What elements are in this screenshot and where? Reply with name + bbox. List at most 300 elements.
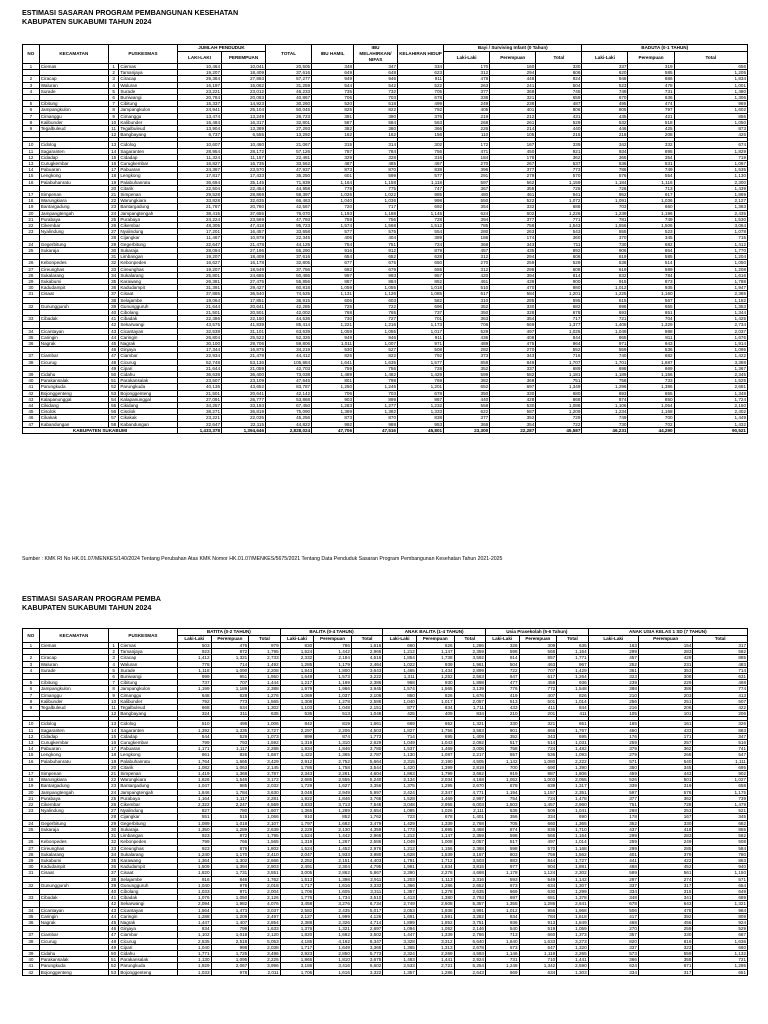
table-cell: 949 bbox=[312, 334, 354, 340]
table-cell: 5,997 bbox=[351, 789, 382, 795]
table-cell: 5 bbox=[23, 680, 40, 686]
table-cell: 1,126 bbox=[354, 291, 398, 297]
table-cell: 44,822 bbox=[266, 421, 312, 427]
puskesmas-cell: Tamanjaya bbox=[119, 70, 178, 76]
table-cell: 510 bbox=[444, 285, 490, 291]
table-cell: 1,852 bbox=[416, 919, 454, 925]
total-cell: 2,828,024 bbox=[266, 427, 312, 433]
kecamatan-cell: Cibitung bbox=[39, 680, 108, 686]
table-cell: 689 bbox=[536, 365, 582, 371]
table-cell: 1,506 bbox=[628, 223, 674, 229]
table-cell: 14 bbox=[108, 148, 118, 154]
table-cell: 26,777 bbox=[222, 396, 266, 402]
table-cell: 2,955 bbox=[416, 802, 454, 808]
table-cell: 16,484 bbox=[178, 119, 222, 125]
table-cell: 1,286 bbox=[454, 643, 485, 649]
table-cell: 2,491 bbox=[280, 864, 314, 870]
table-cell: 948 bbox=[582, 76, 628, 82]
table-cell: 21 bbox=[23, 216, 40, 222]
table-cell: 836 bbox=[519, 826, 557, 832]
kecamatan-cell: Bojonggenteng bbox=[39, 390, 108, 396]
table-cell: 468 bbox=[588, 919, 638, 925]
kecamatan-cell: Bantargadung bbox=[39, 204, 108, 210]
table-cell: 2,120 bbox=[249, 932, 280, 938]
table-cell: 1,001 bbox=[674, 82, 747, 88]
table-cell: 3,503 bbox=[454, 857, 485, 863]
table-cell: 834 bbox=[416, 705, 454, 711]
table-cell: 695 bbox=[693, 764, 748, 770]
table-cell: 487 bbox=[312, 161, 354, 167]
table-cell: 1,302 bbox=[211, 857, 249, 863]
puskesmas-cell: Cikembar bbox=[119, 802, 178, 808]
table-cell: 16,178 bbox=[222, 260, 266, 266]
table-cell: 17 bbox=[108, 167, 118, 173]
table-cell: 682 bbox=[693, 820, 748, 826]
table-cell: 9 bbox=[108, 692, 118, 698]
puskesmas-cell: Nagrak bbox=[119, 340, 178, 346]
table-cell: 49 bbox=[108, 365, 118, 371]
table-cell: 53,136 bbox=[222, 359, 266, 365]
table-cell: 459 bbox=[588, 771, 638, 777]
kecamatan-cell: Cimanggu bbox=[39, 692, 108, 698]
kecamatan-cell: Cisolok bbox=[39, 409, 108, 415]
table-cell: 1,321 bbox=[314, 926, 352, 932]
table-cell: 887 bbox=[312, 278, 354, 284]
table-cell: 1,711 bbox=[454, 705, 485, 711]
table-cell: 1,078 bbox=[674, 229, 747, 235]
kecamatan-cell: Pabuaran bbox=[39, 167, 108, 173]
table-cell: 1,691 bbox=[383, 913, 417, 919]
table-cell: 538 bbox=[582, 260, 628, 266]
table-cell: 488 bbox=[588, 864, 638, 870]
table-cell: 407 bbox=[519, 692, 557, 698]
table-cell: 745 bbox=[536, 88, 582, 94]
header-perempuan: Perempuan bbox=[416, 636, 454, 643]
table-cell: 1,289 bbox=[211, 826, 249, 832]
table-sasaran-penduduk bbox=[22, 44, 748, 434]
table-cell: 2,018 bbox=[249, 882, 280, 888]
table-cell: 457 bbox=[444, 247, 490, 253]
puskesmas-cell: Karawang bbox=[119, 857, 178, 863]
table-cell: 47 bbox=[108, 353, 118, 359]
table-cell: 820 bbox=[588, 938, 638, 944]
table-cell: 838 bbox=[398, 415, 444, 421]
table-cell: 2,635 bbox=[454, 888, 485, 894]
table-cell: 1,173 bbox=[398, 322, 444, 328]
kecamatan-cell: Pabuaran bbox=[39, 746, 108, 752]
table-cell: 478 bbox=[444, 76, 490, 82]
table-cell: 1,773 bbox=[383, 826, 417, 832]
table-cell: 37,655 bbox=[222, 210, 266, 216]
table-cell: 846 bbox=[211, 876, 249, 882]
table-cell: 285 bbox=[638, 845, 692, 851]
table-cell: 1,087 bbox=[416, 752, 454, 758]
table-cell: 690 bbox=[519, 764, 557, 770]
table-cell: 392 bbox=[638, 913, 692, 919]
table-cell: 776 bbox=[485, 686, 519, 692]
table-cell: 2,130 bbox=[314, 826, 352, 832]
table-cell: 1,706 bbox=[280, 888, 314, 894]
table-cell: 361 bbox=[588, 667, 638, 673]
table-cell: 1,441 bbox=[416, 957, 454, 963]
table-cell: 1,966 bbox=[314, 686, 352, 692]
table-cell: 979 bbox=[249, 643, 280, 649]
table-cell: 1,348 bbox=[674, 390, 747, 396]
table-cell: 18,409 bbox=[222, 70, 266, 76]
table-cell: 312 bbox=[444, 70, 490, 76]
table-cell: 27 bbox=[23, 266, 40, 272]
table-cell: 16,627 bbox=[178, 260, 222, 266]
table-cell: 1,616 bbox=[314, 882, 352, 888]
puskesmas-cell: Kabandungan bbox=[119, 421, 178, 427]
table-cell: 27 bbox=[108, 808, 118, 814]
table-cell: 1,483 bbox=[383, 957, 417, 963]
table-cell: 46 bbox=[108, 926, 118, 932]
table-cell: 352 bbox=[490, 415, 536, 421]
table-cell: 1,319 bbox=[280, 740, 314, 746]
kecamatan-cell: Curugkembar bbox=[39, 740, 108, 746]
table-cell: 2,252 bbox=[280, 857, 314, 863]
table-cell: 31 bbox=[23, 870, 40, 876]
table-cell: 433 bbox=[485, 705, 519, 711]
table-cell: 872 bbox=[211, 833, 249, 839]
table-cell: 22,934 bbox=[178, 353, 222, 359]
table-cell: 22,454 bbox=[222, 185, 266, 191]
table-cell: 772 bbox=[519, 686, 557, 692]
table-cell: 50 bbox=[108, 371, 118, 377]
table-cell: 1,232 bbox=[398, 402, 444, 408]
kecamatan-cell: Ciambar bbox=[39, 353, 108, 359]
table-cell: 25,104 bbox=[222, 107, 266, 113]
table-cell: 883 bbox=[693, 727, 748, 733]
table-cell: 350 bbox=[444, 309, 490, 315]
table-cell: 735 bbox=[312, 88, 354, 94]
table-cell: 1,706 bbox=[280, 969, 314, 975]
total-cell: 45,801 bbox=[398, 427, 444, 433]
table-cell: 1,234 bbox=[582, 409, 628, 415]
table-cell: 1,922 bbox=[280, 795, 314, 801]
kecamatan-cell: Ciracap bbox=[39, 655, 108, 661]
table-cell: 589 bbox=[628, 266, 674, 272]
table-cell: 299 bbox=[588, 833, 638, 839]
kecamatan-cell: Sagaranten bbox=[39, 727, 108, 733]
table-cell: 544 bbox=[312, 82, 354, 88]
table-cell: 20 bbox=[23, 210, 40, 216]
table-cell: 1,335 bbox=[211, 727, 249, 733]
table-cell: 559 bbox=[638, 950, 692, 956]
kecamatan-cell: Cidolog bbox=[39, 721, 108, 727]
table-cell: 2,106 bbox=[351, 692, 382, 698]
table-cell: 329 bbox=[312, 154, 354, 160]
table-cell: 1,898 bbox=[454, 680, 485, 686]
table-cell: 316 bbox=[398, 154, 444, 160]
table-cell: 2,670 bbox=[454, 783, 485, 789]
table-cell: 456 bbox=[638, 919, 692, 925]
table-cell: 170 bbox=[444, 64, 490, 70]
puskesmas-cell: Cidadap bbox=[119, 154, 178, 160]
table-cell: 1,031 bbox=[557, 740, 588, 746]
table-cell: 23,570 bbox=[222, 167, 266, 173]
table-cell: 724 bbox=[398, 241, 444, 247]
table-cell: 1,478 bbox=[557, 795, 588, 801]
table-cell: 203 bbox=[638, 692, 692, 698]
table-cell: 834 bbox=[178, 926, 212, 932]
table-cell: 1,425 bbox=[674, 316, 747, 322]
table-cell: 536 bbox=[582, 161, 628, 167]
table-cell: 22,386 bbox=[178, 316, 222, 322]
table-cell: 33,828 bbox=[178, 198, 222, 204]
table-cell: 38 bbox=[108, 876, 118, 882]
table-cell: 6 bbox=[108, 95, 118, 101]
table-cell: 1,194 bbox=[485, 789, 519, 795]
table-cell: 3,186 bbox=[280, 963, 314, 969]
table-cell: 409 bbox=[416, 711, 454, 717]
puskesmas-cell: Sukaraja bbox=[119, 247, 178, 253]
table-cell: 13,249 bbox=[222, 113, 266, 119]
table-cell: 1,119 bbox=[519, 950, 557, 956]
table-cell: 36,694 bbox=[178, 179, 222, 185]
table-cell: 867 bbox=[398, 396, 444, 402]
table-cell: 2,324 bbox=[383, 950, 417, 956]
table-cell: 775 bbox=[354, 185, 398, 191]
table-cell: 3,282 bbox=[454, 913, 485, 919]
table-cell: 634 bbox=[211, 705, 249, 711]
table-cell: 797 bbox=[628, 107, 674, 113]
table-cell: 799 bbox=[211, 926, 249, 932]
puskesmas-cell: Cimanggu bbox=[119, 692, 178, 698]
table-cell: 324 bbox=[178, 711, 212, 717]
table-cell: 1,146 bbox=[485, 950, 519, 956]
table-cell: 11,467 bbox=[178, 235, 222, 241]
table-cell: 11,157 bbox=[222, 154, 266, 160]
table-cell: 7 bbox=[23, 113, 40, 119]
table-cell: 259 bbox=[638, 926, 692, 932]
header-kecamatan: KECAMATAN bbox=[39, 45, 108, 64]
table-cell: 1,846 bbox=[314, 746, 352, 752]
puskesmas-cell: Cisolok bbox=[119, 409, 178, 415]
table-cell: 1,727 bbox=[557, 857, 588, 863]
table-cell: 1,564 bbox=[178, 907, 212, 913]
table-cell: 984 bbox=[693, 907, 748, 913]
table-cell: 24 bbox=[23, 241, 40, 247]
table-cell: 20,784 bbox=[178, 95, 222, 101]
table-cell: 317 bbox=[638, 969, 692, 975]
table-cell: 503 bbox=[178, 643, 212, 649]
table-cell: 622 bbox=[444, 409, 490, 415]
kecamatan-cell: Purabaya bbox=[39, 795, 108, 801]
table-cell: 1,412 bbox=[674, 241, 747, 247]
table-cell: 1,239 bbox=[582, 210, 628, 216]
table-cell: 513 bbox=[485, 698, 519, 704]
table-cell: 22,504 bbox=[178, 185, 222, 191]
table-cell: 759 bbox=[312, 216, 354, 222]
table-cell: 1,157 bbox=[519, 789, 557, 795]
table-cell: 998 bbox=[211, 944, 249, 950]
table-cell: 28,172 bbox=[222, 148, 266, 154]
table-cell: 985 bbox=[211, 783, 249, 789]
table-cell: 1,286 bbox=[416, 969, 454, 975]
table-cell: 1,011 bbox=[312, 340, 354, 346]
total-cell: 1,394,646 bbox=[222, 427, 266, 433]
puskesmas-cell: Sagaranten bbox=[119, 727, 178, 733]
table-cell: 15 bbox=[23, 173, 40, 179]
table-cell: 2,464 bbox=[351, 661, 382, 667]
table-cell: 216 bbox=[588, 705, 638, 711]
table-cell: 1,117 bbox=[211, 746, 249, 752]
table-cell: 923 bbox=[178, 845, 212, 851]
table-cell: 2,949 bbox=[314, 789, 352, 795]
table-cell: 978 bbox=[211, 969, 249, 975]
table-cell: 485 bbox=[354, 161, 398, 167]
header-usia-sd: ANAK USIA KELAS 1 SD (7 TAHUN) bbox=[588, 629, 747, 636]
table-cell: 2,343 bbox=[280, 771, 314, 777]
table-cell: 917 bbox=[628, 192, 674, 198]
table-cell: 1,226 bbox=[536, 210, 582, 216]
table-cell: 1,026 bbox=[536, 328, 582, 334]
table-cell: 1,221 bbox=[312, 322, 354, 328]
table-cell: 739 bbox=[693, 795, 748, 801]
puskesmas-cell: Kalibunder bbox=[119, 698, 178, 704]
table-cell: 634 bbox=[519, 969, 557, 975]
table-cell: 1,492 bbox=[249, 661, 280, 667]
table-cell: 834 bbox=[454, 711, 485, 717]
table-cell: 1,212 bbox=[383, 845, 417, 851]
table-cell: 1,616 bbox=[674, 272, 747, 278]
table-cell: 75,090 bbox=[266, 409, 312, 415]
table-cell: 332 bbox=[490, 204, 536, 210]
table-cell: 678 bbox=[416, 814, 454, 820]
table-cell: 440 bbox=[444, 396, 490, 402]
header-total: Total bbox=[351, 636, 382, 643]
table-cell: 1,513 bbox=[280, 876, 314, 882]
table-cell: 24,941 bbox=[178, 107, 222, 113]
table-cell: 171 bbox=[638, 733, 692, 739]
table-cell: 1,846 bbox=[314, 795, 352, 801]
table-cell: 559 bbox=[582, 347, 628, 353]
table-cell: 428 bbox=[638, 655, 692, 661]
kecamatan-cell: Caringin bbox=[39, 913, 108, 919]
table-cell: 35,250 bbox=[266, 173, 312, 179]
table-cell: 2,011 bbox=[249, 969, 280, 975]
table-cell: 5,664 bbox=[351, 758, 382, 764]
table-cell: 3,544 bbox=[351, 764, 382, 770]
table-cell: 343 bbox=[490, 353, 536, 359]
table-cell: 299 bbox=[588, 649, 638, 655]
table-cell: 758 bbox=[490, 223, 536, 229]
table-cell: 206 bbox=[693, 711, 748, 717]
table-cell: 282 bbox=[444, 347, 490, 353]
puskesmas-cell: Buniwangi bbox=[119, 674, 178, 680]
table-cell: 874 bbox=[582, 396, 628, 402]
table-cell: 85,414 bbox=[266, 322, 312, 328]
table-cell: 2,332 bbox=[280, 655, 314, 661]
table-cell: 36,915 bbox=[266, 297, 312, 303]
puskesmas-cell: Cidadap bbox=[119, 733, 178, 739]
header-total: Total bbox=[557, 636, 588, 643]
table-cell: 36 bbox=[108, 285, 118, 291]
table-cell: 826 bbox=[416, 692, 454, 698]
kecamatan-cell: Parakansalak bbox=[39, 957, 108, 963]
table-cell: 352 bbox=[588, 820, 638, 826]
table-cell: 11 bbox=[108, 126, 118, 132]
puskesmas-cell: Cikidang bbox=[119, 402, 178, 408]
table-cell: 21,501 bbox=[178, 309, 222, 315]
table-cell: 3,064 bbox=[674, 223, 747, 229]
table-cell: 2 bbox=[23, 76, 40, 82]
table-cell: 57,277 bbox=[266, 76, 312, 82]
table-cell: 376 bbox=[398, 113, 444, 119]
table-cell: 11,324 bbox=[178, 154, 222, 160]
table-cell: 23,221 bbox=[178, 88, 222, 94]
table-cell: 15,062 bbox=[222, 82, 266, 88]
table-cell: 1,085 bbox=[383, 808, 417, 814]
table-cell: 589 bbox=[588, 870, 638, 876]
table-cell: 689 bbox=[693, 895, 748, 901]
kecamatan-cell: Jampangkulon bbox=[39, 107, 108, 113]
header-laki: Laki-Laki bbox=[280, 636, 314, 643]
table-cell: 513 bbox=[314, 711, 352, 717]
table-cell: 549 bbox=[519, 876, 557, 882]
table-cell: 67,450 bbox=[266, 402, 312, 408]
table-cell: 624 bbox=[588, 963, 638, 969]
table-cell: 394 bbox=[444, 216, 490, 222]
header-no: NO bbox=[23, 45, 40, 64]
header-prasekolah: Usia Prasekolah (5-6 Tahun) bbox=[485, 629, 588, 636]
table-cell: 1,286 bbox=[416, 882, 454, 888]
table-cell: 5,357 bbox=[454, 901, 485, 907]
table-cell: 1,357 bbox=[383, 969, 417, 975]
table-cell: 728 bbox=[398, 365, 444, 371]
table-cell: 2,146 bbox=[454, 926, 485, 932]
kecamatan-cell: Nyalindung bbox=[39, 229, 108, 235]
table-cell: 2,582 bbox=[280, 907, 314, 913]
table-cell: 26,723 bbox=[266, 113, 312, 119]
table-cell: 23 bbox=[108, 204, 118, 210]
table-cell: 48 bbox=[108, 938, 118, 944]
table-cell: 1,800 bbox=[314, 667, 352, 673]
table-cell: 2,322 bbox=[178, 802, 212, 808]
table-cell: 1,863 bbox=[383, 771, 417, 777]
table-cell: 717 bbox=[354, 204, 398, 210]
table-cell: 2,388 bbox=[249, 686, 280, 692]
table-cell: 2,899 bbox=[454, 667, 485, 673]
table-cell: 1,303 bbox=[557, 969, 588, 975]
table-cell: 10,460 bbox=[222, 142, 266, 148]
kecamatan-cell: Ciracap bbox=[39, 76, 108, 82]
table-cell: 219 bbox=[444, 113, 490, 119]
table-cell: 2,032 bbox=[249, 783, 280, 789]
table-cell: 36,400 bbox=[222, 371, 266, 377]
table-cell: 1,422 bbox=[674, 353, 747, 359]
table-cell: 3,833 bbox=[280, 802, 314, 808]
puskesmas-cell: Cibitung bbox=[119, 101, 178, 107]
table-cell: 339 bbox=[536, 142, 582, 148]
table-cell: 308 bbox=[638, 674, 692, 680]
table-cell: 1,480 bbox=[674, 88, 747, 94]
table-cell: 1,452 bbox=[314, 845, 352, 851]
table-cell: 540 bbox=[485, 926, 519, 932]
table-cell: 756 bbox=[354, 216, 398, 222]
table-cell: 44,412 bbox=[266, 353, 312, 359]
table-cell: 110 bbox=[444, 132, 490, 138]
table-cell: 916 bbox=[312, 247, 354, 253]
table-cell: 1,156 bbox=[628, 371, 674, 377]
table-cell: 670 bbox=[582, 95, 628, 101]
table-cell: 495 bbox=[582, 101, 628, 107]
table-cell: 552 bbox=[536, 347, 582, 353]
kecamatan-cell: Simpenan bbox=[39, 771, 108, 777]
table-cell: 956 bbox=[519, 907, 557, 913]
